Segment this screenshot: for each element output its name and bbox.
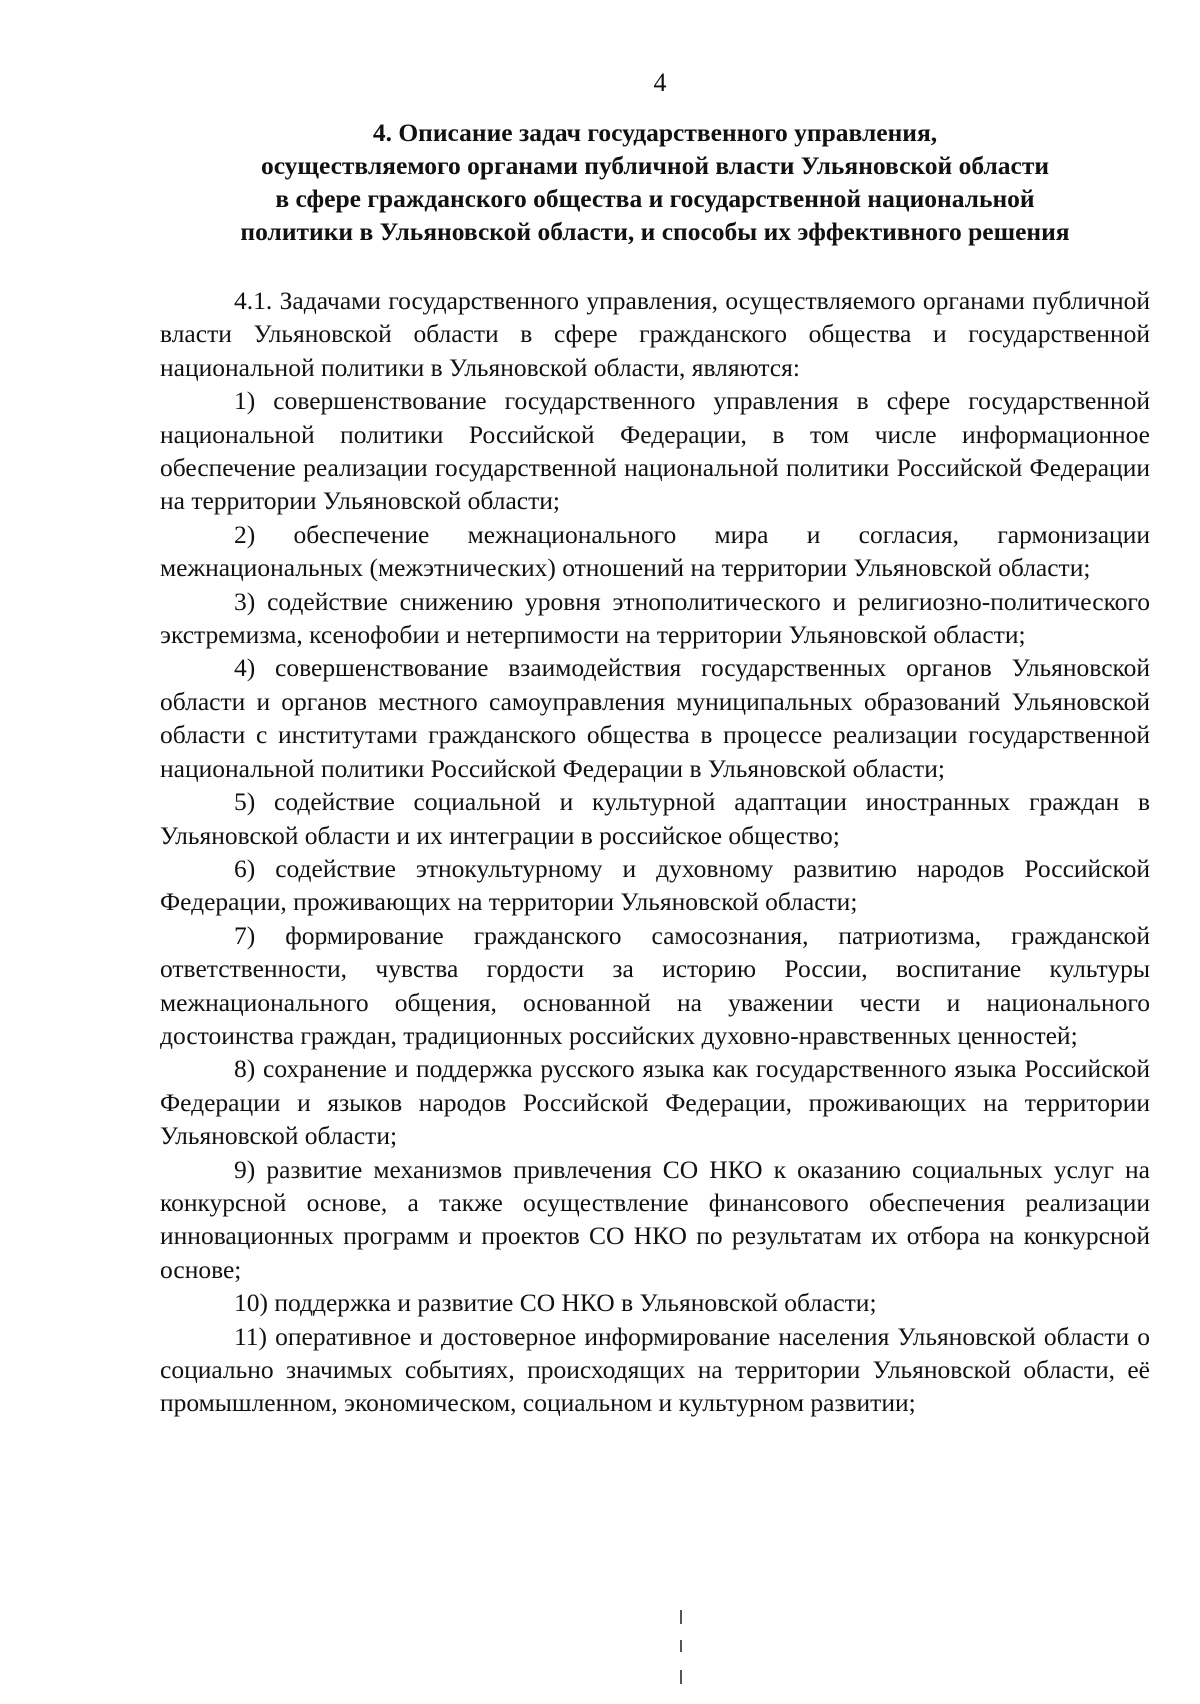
scan-artifact xyxy=(680,1610,682,1624)
heading-line: в сфере гражданского общества и государственной национальной xyxy=(275,184,1035,213)
section-heading xyxy=(160,116,1150,248)
list-item: 9) развитие механизмов привлечения СО НКО к оказанию социальных услуг на конкурсной основе, а также осуществление финансового обеспечения реализации инновационных программ и проектов СО НКО по результатам их отбора на конкурсной основе; xyxy=(160,1154,1150,1284)
list-item: 11) оперативное и достоверное информирование населения Ульяновской области о социально значимых событиях, происходящих на территории Ульяновской области, её промышленном, экономическом, социальном и культурном развитии; xyxy=(160,1321,1150,1418)
list-item: 1) совершенствование государственного управления в сфере государственной национальной политики Российской Федерации, в том числе информационное обеспечение реализации государственной национальной политики Российской Федерации на территории Ульяновской области; xyxy=(160,386,1150,516)
list-item: 6) содействие этнокультурному и духовному развитию народов Российской Федерации, проживающих на территории Ульяновской области; xyxy=(160,853,1150,917)
list-item: 2) обеспечение межнационального мира и согласия, гармонизации межнациональных (межэтнических) отношений на территории Ульяновской области; xyxy=(160,519,1150,583)
paragraph-intro: 4.1. Задачами государственного управления, осуществляемого органами публичной власти Ульяновской области в сфере гражданского общества и государственной национальной политики в Ульяновской области, являются: xyxy=(160,286,1150,382)
heading-line: осуществляемого органами публичной власти Ульяновской области xyxy=(260,151,1050,180)
list-item: 4) совершенствование взаимодействия государственных органов Ульяновской области и органов местного самоуправления муниципальных образований Ульяновской области с институтами гражданского общества в процессе реализации государственной национальной политики Российской Федерации в Ульяновской области; xyxy=(160,653,1150,783)
heading-line: политики в Ульяновской области, и способы их эффективного решения xyxy=(240,217,1070,246)
scan-artifact xyxy=(680,1670,682,1684)
page-number: 4 xyxy=(653,68,667,97)
list-item: 5) содействие социальной и культурной адаптации иностранных граждан в Ульяновской области и их интеграции в российское общество; xyxy=(160,787,1150,850)
list-item: 7) формирование гражданского самосознания, патриотизма, гражданской ответственности, чувства гордости за историю России, воспитание культуры межнационального общения, основанной на уважении чести и национального достоинства граждан, традиционных российских духовно-нравственных ценностей; xyxy=(160,920,1150,1050)
heading-line: 4. Описание задач государственного управления, xyxy=(372,118,938,147)
document-body xyxy=(160,284,1150,1420)
list-item: 3) содействие снижению уровня этнополитического и религиозно-политического экстремизма, ксенофобии и нетерпимости на территории Ульяновской области; xyxy=(160,586,1150,650)
list-item: 8) сохранение и поддержка русского языка как государственного языка Российской Федерации и языков народов Российской Федерации, проживающих на территории Ульяновской области; xyxy=(160,1054,1150,1151)
scan-artifact xyxy=(680,1640,682,1652)
list-item: 10) поддержка и развитие СО НКО в Ульяновской области; xyxy=(234,1288,877,1318)
